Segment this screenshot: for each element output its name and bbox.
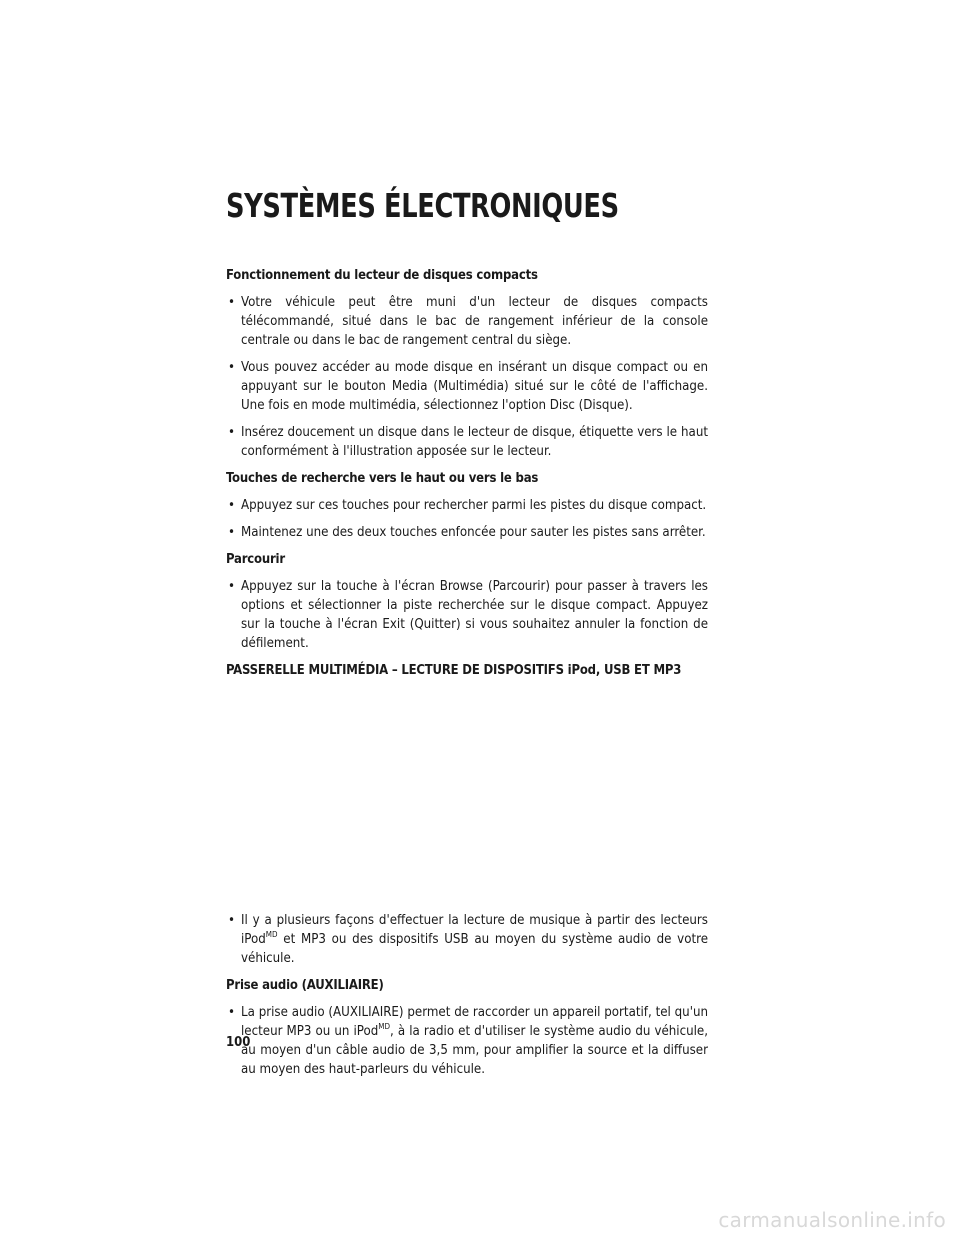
bullet-item xyxy=(226,523,708,542)
bullet-text: Votre véhicule peut être muni d'un lecteur de disques compacts télécommandé, situé dans le bac de rangement inférieur de la console centrale ou dans le bac de rangement central du siège. xyxy=(241,295,708,348)
bullet-item xyxy=(226,358,708,415)
bullet-item xyxy=(226,911,708,968)
bullet-item xyxy=(226,293,708,350)
page-number: 100 xyxy=(226,1035,251,1050)
bullet-item xyxy=(226,1003,708,1079)
bullet-dot: • xyxy=(228,360,235,375)
trademark-superscript: MD xyxy=(265,929,278,939)
page-content xyxy=(226,266,708,1087)
bullet-item xyxy=(226,423,708,461)
watermark: carmanualsonline.info xyxy=(718,1208,946,1232)
bullet-dot: • xyxy=(228,425,235,440)
bullet-dot: • xyxy=(228,579,235,594)
bullet-text: Appuyez sur la touche à l'écran Browse (Parcourir) pour passer à travers les options et sélectionner la piste recherchée sur le disque compact. Appuyez sur la touche à l'écran Exit (Quitter) si vous souhaitez annuler la fonction de défilement. xyxy=(241,579,708,651)
bullet-text: Maintenez une des deux touches enfoncée pour sauter les pistes sans arrêter. xyxy=(241,525,706,540)
page-title: SYSTÈMES ÉLECTRONIQUES xyxy=(226,186,619,225)
bullet-item xyxy=(226,496,708,515)
section-heading-media-hub: PASSERELLE MULTIMÉDIA – LECTURE DE DISPOSITIFS iPod, USB ET MP3 xyxy=(226,663,682,678)
bullet-dot: • xyxy=(228,525,235,540)
bullet-text-part: , à la radio et d'utiliser le système audio du véhicule, au moyen d'un câble audio de 3,5 mm, pour amplifier la source et la diffuser au moyen des haut-parleurs du véhicule. xyxy=(241,1024,708,1077)
bullet-text xyxy=(241,1005,708,1077)
bullet-dot: • xyxy=(228,1005,235,1020)
bullet-dot: • xyxy=(228,295,235,310)
bullet-dot: • xyxy=(228,913,235,928)
bullet-text-part: Il y a plusieurs façons d'effectuer la lecture de musique à partir des lecteurs iPod xyxy=(241,913,708,947)
trademark-superscript: MD xyxy=(378,1021,391,1031)
bullet-text: Vous pouvez accéder au mode disque en insérant un disque compact ou en appuyant sur le bouton Media (Multimédia) situé sur le côté de l'affichage. Une fois en mode multimédia, sélectionnez l'option Disc (Disque). xyxy=(241,360,708,413)
section-heading-browse: Parcourir xyxy=(226,552,285,567)
bullet-text: Insérez doucement un disque dans le lecteur de disque, étiquette vers le haut conformément à l'illustration apposée sur le lecteur. xyxy=(241,425,708,459)
bullet-text xyxy=(241,913,708,966)
section-heading-cd-operation: Fonctionnement du lecteur de disques compacts xyxy=(226,268,538,283)
bullet-text-part: et MP3 ou des dispositifs USB au moyen du système audio de votre véhicule. xyxy=(241,932,708,966)
bullet-item xyxy=(226,577,708,653)
section-heading-aux: Prise audio (AUXILIAIRE) xyxy=(226,978,384,993)
bullet-text-part: La prise audio (AUXILIAIRE) permet de raccorder un appareil portatif, tel qu'un lecteur MP3 ou un iPod xyxy=(241,1005,708,1039)
section-heading-seek: Touches de recherche vers le haut ou vers le bas xyxy=(226,471,539,486)
bullet-dot: • xyxy=(228,498,235,513)
bullet-text: Appuyez sur ces touches pour rechercher parmi les pistes du disque compact. xyxy=(241,498,707,513)
blank-area xyxy=(226,688,708,911)
